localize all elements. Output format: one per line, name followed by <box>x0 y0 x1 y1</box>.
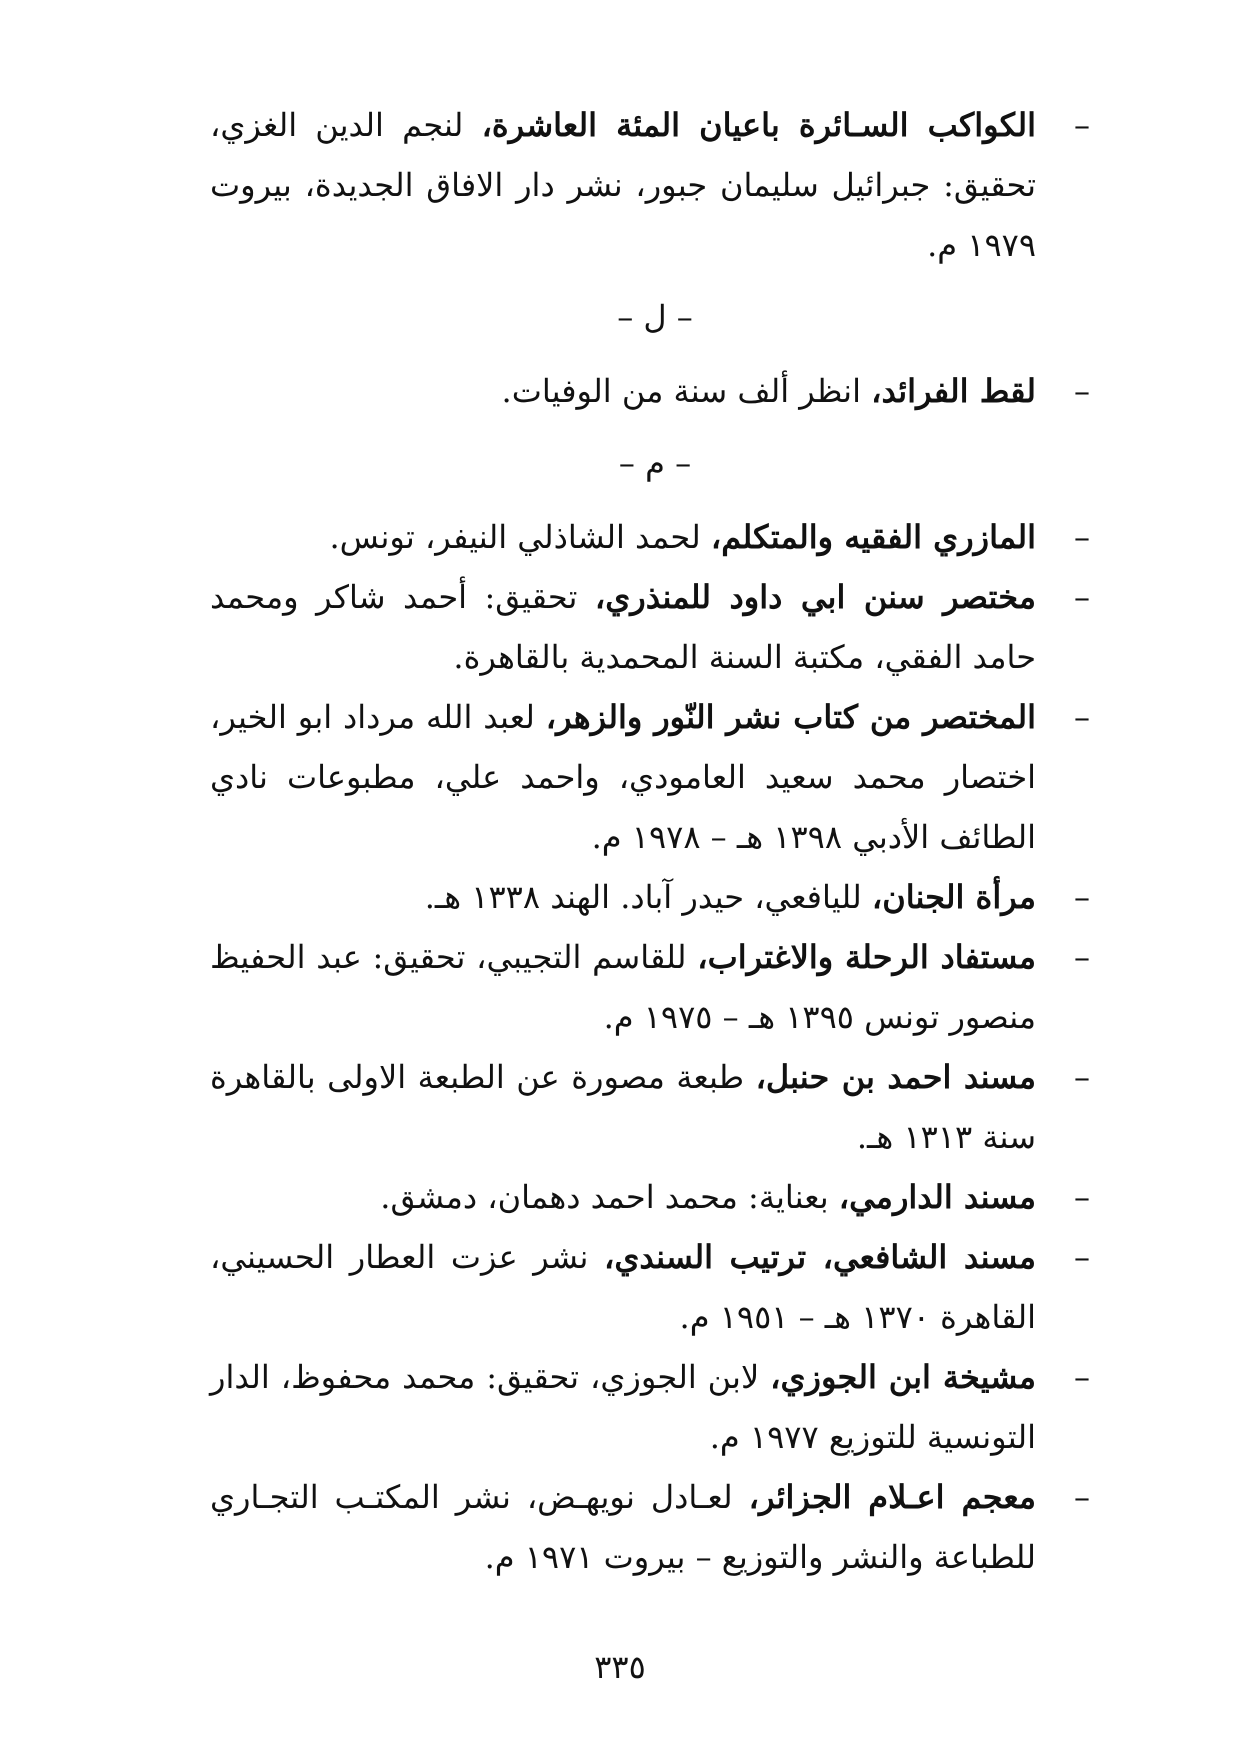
bibliography-page <box>210 95 1090 1587</box>
entry-title: المازري الفقيه والمتكلم، <box>710 518 1036 556</box>
entry-title: مسند احمد بن حنبل، <box>755 1058 1036 1096</box>
bibliography-entry <box>210 1227 1090 1347</box>
section-heading-mim: – م – <box>618 444 692 482</box>
bibliography-entry <box>210 1167 1090 1227</box>
page-number: ٣٣٥ <box>594 1648 646 1686</box>
bibliography-entry <box>210 567 1090 687</box>
entry-dash: – <box>1074 878 1090 916</box>
entry-dash: – <box>1074 938 1090 976</box>
entry-title: معجم اعـلام الجزائر، <box>748 1478 1037 1516</box>
entry-details: طبعة مصورة عن الطبعة الاولى بالقاهرة سنة ١٣١٣ هـ. <box>210 1058 1036 1156</box>
entry-dash: – <box>1074 1478 1090 1516</box>
entry-dash: – <box>1074 106 1090 144</box>
entry-title: الكواكب السـائرة باعيان المئة العاشرة، <box>481 106 1037 144</box>
entry-title: مستفاد الرحلة والاغتراب، <box>697 938 1037 976</box>
entry-dash: – <box>1074 1058 1090 1096</box>
entry-details: لليافعي، حيدر آباد. الهند ١٣٣٨ هـ. <box>424 878 872 916</box>
bibliography-entry <box>210 1467 1090 1587</box>
entry-title: المختصر من كتاب نشر النّور والزهر، <box>545 698 1037 736</box>
entry-dash: – <box>1074 372 1090 410</box>
bibliography-entry <box>210 1347 1090 1467</box>
entry-details: لابن الجوزي، تحقيق: محمد محفوظ، الدار التونسية للتوزيع ١٩٧٧ م. <box>210 1358 1036 1456</box>
bibliography-entry <box>210 507 1090 567</box>
entry-dash: – <box>1074 1178 1090 1216</box>
bibliography-entry <box>210 95 1090 275</box>
section-heading-lam: – ل – <box>617 298 693 336</box>
entry-title: مختصر سنن ابي داود للمنذري، <box>594 578 1036 616</box>
bibliography-entry <box>210 1047 1090 1167</box>
entry-dash: – <box>1074 518 1090 556</box>
entry-title: مسند الشافعي، ترتيب السندي، <box>603 1238 1036 1276</box>
entry-title: مسند الدارمي، <box>838 1178 1036 1216</box>
entry-details: تحقيق: أحمد شاكر ومحمد حامد الفقي، مكتبة السنة المحمدية بالقاهرة. <box>210 578 1036 676</box>
entry-dash: – <box>1074 698 1090 736</box>
entry-details: بعناية: محمد احمد دهمان، دمشق. <box>380 1178 839 1216</box>
entry-details: لحمد الشاذلي النيفر، تونس. <box>329 518 711 556</box>
bibliography-entry <box>210 361 1090 421</box>
entry-details: نشر عزت العطار الحسيني، القاهرة ١٣٧٠ هـ – ١٩٥١ م. <box>210 1238 1036 1336</box>
bibliography-entry <box>210 927 1090 1047</box>
entry-details: لنجم الدين الغزي، تحقيق: جبرائيل سليمان جبور، نشر دار الافاق الجديدة، بيروت ١٩٧٩ م. <box>210 106 1036 264</box>
entry-title: لقط الفرائد، <box>871 372 1036 410</box>
entry-dash: – <box>1074 1358 1090 1396</box>
entry-details: للقاسم التجيبي، تحقيق: عبد الحفيظ منصور تونس ١٣٩٥ هـ – ١٩٧٥ م. <box>210 938 1036 1036</box>
entry-dash: – <box>1074 1238 1090 1276</box>
entry-title: مشيخة ابن الجوزي، <box>770 1358 1037 1396</box>
entry-dash: – <box>1074 578 1090 616</box>
bibliography-entry <box>210 687 1090 867</box>
bibliography-entry <box>210 867 1090 927</box>
entry-details: لعـادل نويهـض، نشر المكتـب التجـاري للطباعة والنشر والتوزيع – بيروت ١٩٧١ م. <box>210 1478 1036 1576</box>
entry-title: مرأة الجنان، <box>871 878 1036 916</box>
entry-details: لعبد الله مرداد ابو الخير، اختصار محمد سعيد العامودي، واحمد علي، مطبوعات نادي الطائف الأدبي ١٣٩٨ هـ – ١٩٧٨ م. <box>210 698 1036 856</box>
entry-details: انظر ألف سنة من الوفيات. <box>501 372 872 410</box>
